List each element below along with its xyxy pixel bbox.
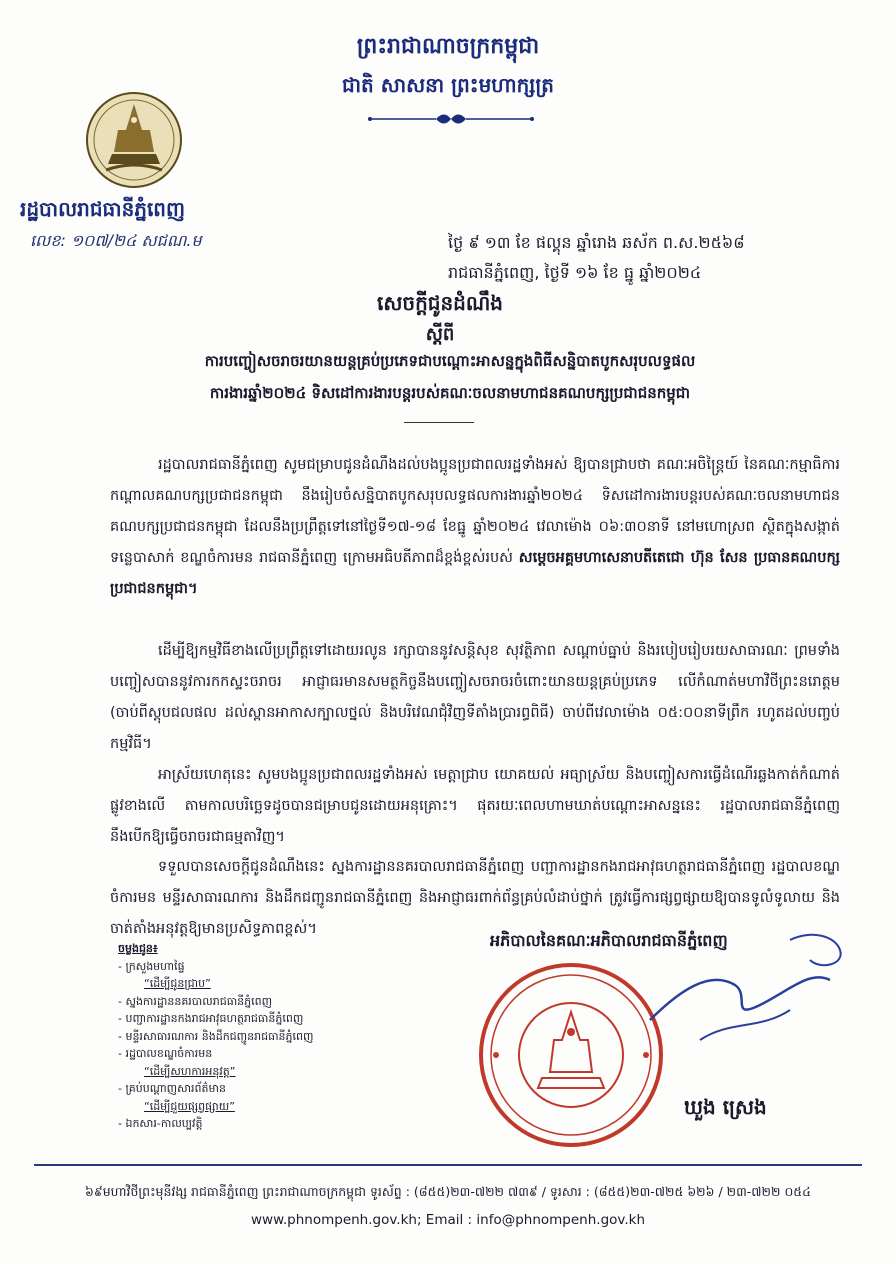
handwritten-signature bbox=[640, 910, 850, 1050]
cc-item: - រដ្ឋបាលខណ្ឌចំការមន bbox=[118, 1047, 213, 1060]
paragraph-2-text: ដើម្បីឱ្យកម្មវិធីខាងលើប្រព្រឹត្តទៅដោយរលូន រក្សាបាននូវសន្តិសុខ សុវត្ថិភាព សណ្ដាប់ធ្នាប់ និងរបៀបរៀបរយសាធារណៈ ព្រមទាំងបញ្ចៀសបាននូវការកកស្ទះចរាចរ អាជ្ញាធរមានសមត្ថកិច្ចនឹងបញ្ចៀសចរាចរចំពោះយានយន្តគ្រប់ប្រភេទ លើកំណាត់មហាវិថីព្រះនរោត្តម (ចាប់ពីស្តុបជលផល ដល់ស្ពានអាកាសក្បាលថ្នល់ និងបរិវេណជុំវិញទីតាំងប្រារព្ធពិធី) ចាប់ពីវេលាម៉ោង ០៥:០០នាទីព្រឹក រហូតដល់បញ្ចប់កម្មវិធី។ bbox=[110, 643, 840, 752]
paragraph-4-text: ទទួលបានសេចក្ដីជូនដំណឹងនេះ ស្នងការដ្ឋាននគរបាលរាជធានីភ្នំពេញ បញ្ជាការដ្ឋានកងរាជអាវុធហត្ថរាជធានីភ្នំពេញ រដ្ឋបាលខណ្ឌចំការមន មន្ទីរសាធារណការ និងដឹកជញ្ជូនរាជធានីភ្នំពេញ និងអាជ្ញាធរពាក់ព័ន្ធគ្រប់លំដាប់ថ្នាក់ ត្រូវធ្វើការផ្សព្វផ្សាយឱ្យបានទូលំទូលាយ និងចាត់តាំងអនុវត្តឱ្យមានប្រសិទ្ធភាពខ្ពស់។ bbox=[110, 859, 840, 937]
subject-line-2: ការងារឆ្នាំ២០២៤ ទិសដៅការងារបន្ដរបស់គណៈចលនាមហាជនគណបក្សប្រជាជនកម្ពុជា bbox=[209, 384, 691, 402]
document-type: សេចក្ដីជូនដំណឹង bbox=[377, 291, 503, 315]
body-paragraph-1 bbox=[110, 450, 840, 636]
body-paragraph-4 bbox=[110, 852, 840, 937]
city-emblem-icon bbox=[84, 90, 184, 190]
signatory-name: ឃួង ស្រេង bbox=[684, 1095, 767, 1119]
cc-item: - គ្រប់បណ្ដាញសារព័ត៌មាន bbox=[118, 1082, 226, 1095]
cc-item-note: “ដើម្បីជូនជ្រាប” bbox=[144, 977, 211, 990]
cc-item: - ក្រសួងមហាផ្ទៃ bbox=[118, 959, 185, 973]
ornament-divider bbox=[366, 108, 536, 130]
kingdom-heading: ព្រះរាជាណាចក្រកម្ពុជា bbox=[356, 34, 540, 59]
reference-number: លេខ: ១០៧/២៤ សជណ.ម bbox=[30, 231, 202, 250]
copy-to-list bbox=[118, 940, 378, 1133]
signatory-title: អភិបាលនៃគណៈអភិបាលរាជធានីភ្នំពេញ bbox=[490, 931, 728, 950]
body-paragraph-3 bbox=[110, 760, 840, 852]
issuer-organization: រដ្ឋបាលរាជធានីភ្នំពេញ bbox=[20, 197, 186, 221]
cc-item: - បញ្ជាការដ្ឋានកងរាជអាវុធហត្ថរាជធានីភ្នំពេញ bbox=[118, 1012, 304, 1025]
paragraph-1-text: រដ្ឋបាលរាជធានីភ្នំពេញ សូមជម្រាបជូនដំណឹងដល់បងប្អូនប្រជាពលរដ្ឋទាំងអស់ ឱ្យបានជ្រាបថា គណៈអចិន្ត្រៃយ៍ នៃគណៈកម្មាធិការកណ្ដាលគណបក្សប្រជាជនកម្ពុជា នឹងរៀបចំសន្និបាតបូកសរុបលទ្ធផលការងារឆ្នាំ២០២៤ ទិសដៅការងារបន្ដរបស់គណៈចលនាមហាជនគណបក្សប្រជាជនកម្ពុជា ដែលនឹងប្រព្រឹត្តទៅនៅថ្ងៃទី១៧-១៨ ខែធ្នូ ឆ្នាំ២០២៤ វេលាម៉ោង ០៦:៣០នាទី នៅមហោស្រព ស្ថិតក្នុងសង្កាត់ទន្លេបាសាក់ ខណ្ឌចំការមន រាជធានីភ្នំពេញ ក្រោមអធិបតីភាពដ៏ខ្ពង់ខ្ពស់របស់ bbox=[110, 457, 840, 566]
footer-address: ៦៩មហាវិថីព្រះមុនីវង្ស រាជធានីភ្នំពេញ ព្រះរាជាណាចក្រកម្ពុជា ទូរស័ព្ទ : (៨៥៥)២៣-៧២២ ៧៣៩ / ទូរសារ : (៨៥៥)២៣-៧២៥ ៦២៦ / ២៣-៧២២ ០៥៤ bbox=[85, 1184, 811, 1199]
subject-line-1: ការបញ្ចៀសចរាចរយានយន្តគ្រប់ប្រភេទជាបណ្ដោះអាសន្នក្នុងពិធីសន្និបាតបូកសរុបលទ្ធផល bbox=[204, 352, 696, 370]
official-seal-icon bbox=[476, 960, 666, 1150]
subject-divider bbox=[404, 422, 474, 423]
footer-web-email[interactable]: www.phnompenh.gov.kh; Email : info@phnompenh.gov.kh bbox=[250, 1212, 646, 1228]
lunar-date: ថ្ងៃ ៩ ១៣ ខែ ផល្គុន ឆ្នាំរោង ឆស័ក ព.ស.២៥៦៨ bbox=[448, 233, 745, 252]
cc-item: - ស្នងការដ្ឋាននគរបាលរាជធានីភ្នំពេញ bbox=[118, 994, 273, 1008]
paragraph-1-bold: សម្ដេចអគ្គមហាសេនាបតីតេជោ ហ៊ុន សែន ប្រធានគណបក្សប្រជាជនកម្ពុជា។ bbox=[110, 550, 840, 597]
footer-divider bbox=[34, 1164, 862, 1166]
cc-item-note: “ដើម្បីសហការអនុវត្ត” bbox=[144, 1064, 236, 1078]
cc-item: - មន្ទីរសាធារណការ និងដឹកជញ្ជូនរាជធានីភ្នំពេញ bbox=[118, 1029, 314, 1043]
subject-label: ស្ដីពី bbox=[425, 324, 455, 345]
cc-item: - ឯកសារ-កាលប្បវត្តិ bbox=[118, 1117, 203, 1130]
body-paragraph-2 bbox=[110, 636, 840, 760]
paragraph-3-text: អាស្រ័យហេតុនេះ សូមបងប្អូនប្រជាពលរដ្ឋទាំងអស់ មេត្តាជ្រាប យោគយល់ អធ្យាស្រ័យ និងបញ្ចៀសការធ្វើដំណើរឆ្លងកាត់កំណាត់ផ្លូវខាងលើ តាមកាលបរិច្ឆេទដូចបានជម្រាបជូនដោយអនុគ្រោះ។ ផុតរយៈពេលហាមឃាត់បណ្ដោះអាសន្ននេះ រដ្ឋបាលរាជធានីភ្នំពេញ នឹងបើកឱ្យធ្វើចរាចរជាធម្មតាវិញ។ bbox=[110, 767, 840, 845]
cc-heading: ចម្លងជូន៖ bbox=[118, 942, 158, 955]
national-motto: ជាតិ សាសនា ព្រះមហាក្សត្រ bbox=[342, 73, 554, 97]
issue-date: រាជធានីភ្នំពេញ, ថ្ងៃទី ១៦ ខែ ធ្នូ ឆ្នាំ២០២៤ bbox=[448, 263, 702, 282]
cc-item-note: “ដើម្បីជួយផ្សព្វផ្សាយ” bbox=[144, 1099, 235, 1113]
